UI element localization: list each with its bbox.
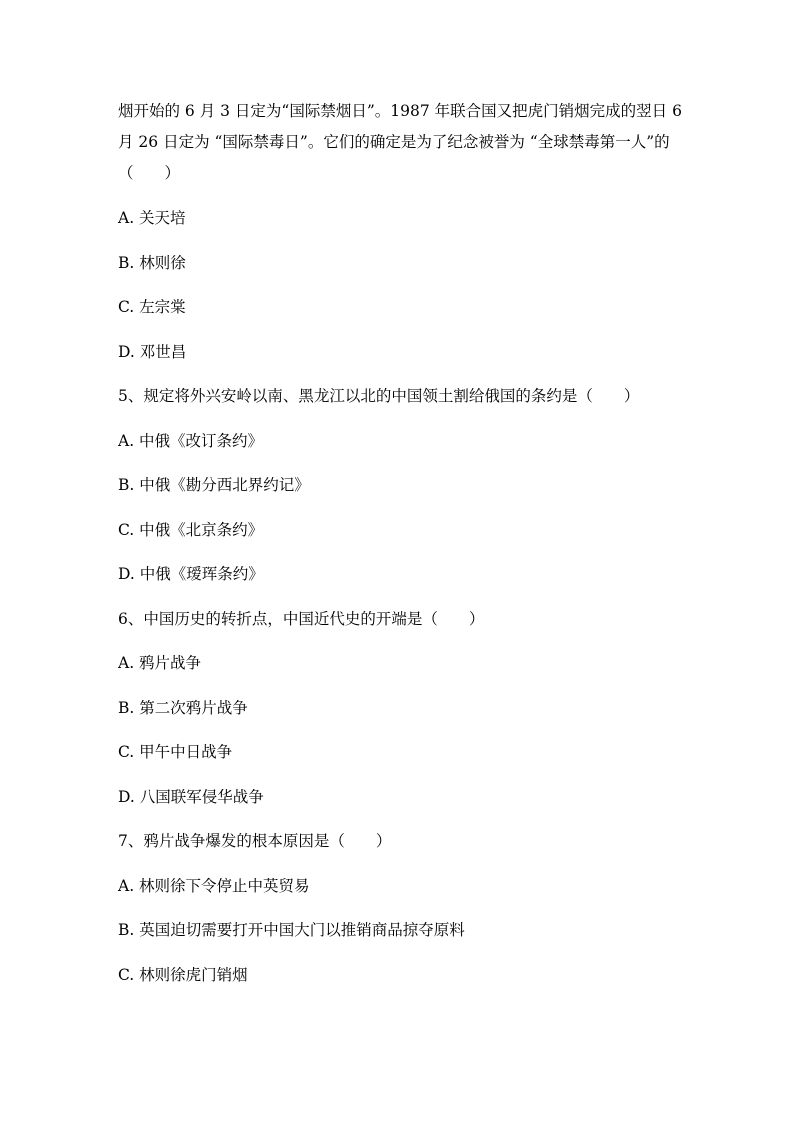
question-7-stem: 7、鸦片战争爆发的根本原因是（ ）: [118, 832, 392, 850]
stem-line: 月 26 日定为 “国际禁毒日”。它们的确定是为了纪念被誉为 “全球禁毒第一人”的: [118, 133, 670, 151]
stem-line: （ ）: [118, 164, 181, 182]
option-d: D. 八国联军侵华战争: [118, 788, 264, 806]
option-d: D. 邓世昌: [118, 343, 187, 361]
option-a: A. 林则徐下令停止中英贸易: [118, 877, 310, 895]
option-b: B. 第二次鸦片战争: [118, 699, 248, 717]
option-a: A. 中俄《改订条约》: [118, 432, 264, 450]
question-6-stem: 6、中国历史的转折点，中国近代史的开端是（ ）: [118, 610, 485, 628]
question-4-stem: [118, 96, 688, 189]
option-b: B. 英国迫切需要打开中国大门以推销商品掠夺原料: [118, 921, 465, 939]
option-c: C. 甲午中日战争: [118, 743, 233, 761]
option-c: C. 中俄《北京条约》: [118, 521, 264, 539]
option-d: D. 中俄《瑷珲条约》: [118, 565, 264, 583]
option-a: A. 关天培: [118, 209, 186, 227]
option-a: A. 鸦片战争: [118, 654, 202, 672]
option-c: C. 左宗棠: [118, 298, 186, 316]
option-b: B. 中俄《勘分西北界约记》: [118, 476, 310, 494]
option-c: C. 林则徐虎门销烟: [118, 966, 248, 984]
option-b: B. 林则徐: [118, 254, 186, 272]
stem-line: 烟开始的 6 月 3 日定为“国际禁烟日”。1987 年联合国又把虎门销烟完成的翌日 6: [118, 102, 682, 120]
question-5-stem: 5、规定将外兴安岭以南、黑龙江以北的中国领土割给俄国的条约是（ ）: [118, 387, 640, 405]
